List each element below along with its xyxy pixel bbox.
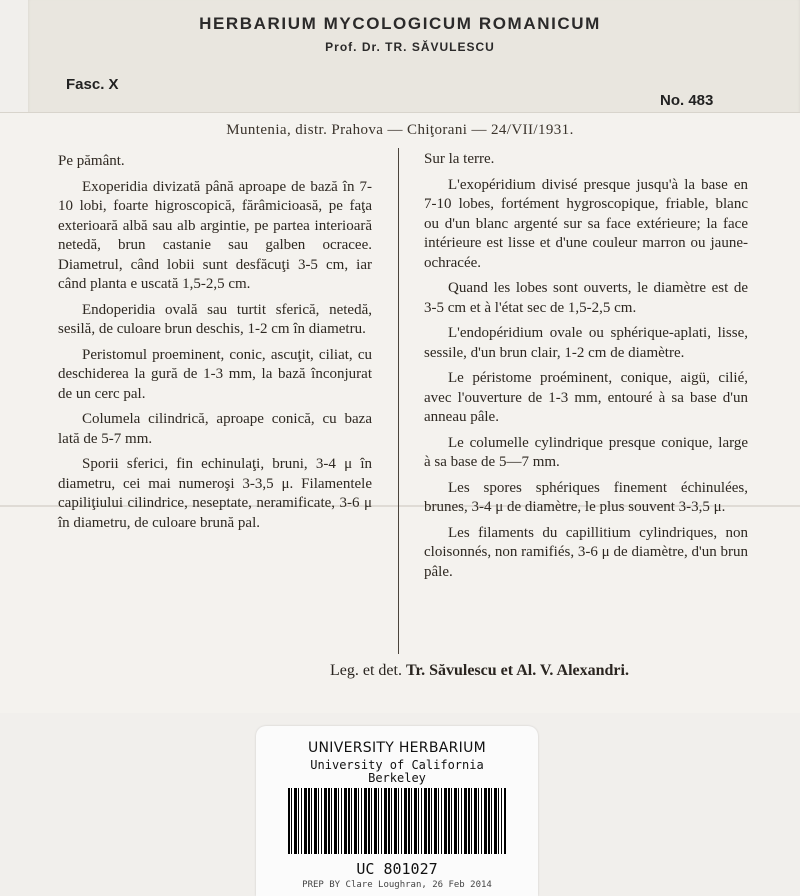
accession-code: UC 801027 xyxy=(356,860,438,878)
barcode xyxy=(288,788,506,854)
column-divider xyxy=(398,148,399,654)
french-paragraph: Quand les lobes sont ouverts, le diamètre est de 3-5 cm et à l'état sec de 1,5-2,5 cm. xyxy=(424,280,748,316)
university-herbarium-label xyxy=(256,726,538,896)
herbarium-label-city: Berkeley xyxy=(368,771,426,785)
romanian-paragraph: Sporii sferici, fin echinulaţi, bruni, 3-4 μ în diametru, cei mai numeroşi 3-3,5 μ. Filamentele capiliţiului cilindrice, neseptate, neramificate, 3-6 μ în diametru, de culoare brună pal. xyxy=(58,456,372,531)
collector-names: Tr. Săvulescu et Al. V. Alexandri. xyxy=(405,662,629,679)
fascicle-number: Fasc. X xyxy=(66,76,119,93)
french-description xyxy=(424,150,748,588)
herbarium-label-institution: University of California xyxy=(310,758,484,772)
romanian-paragraph: Exoperidia divizată până aproape de bază în 7-10 lobi, foarte higroscopică, fărâmicioasă, pe faţa exterioară albă sau alb argintie, pe partea interioară netedă, brun castanie sau galben ocracee. Diametrul, când lobii sunt desfăcuţi 3-5 cm, iar când planta e uscată 1,5-2,5 cm. xyxy=(58,178,372,292)
french-paragraph: Sur la terre. xyxy=(424,151,495,167)
prep-note: PREP BY Clare Loughran, 26 Feb 2014 xyxy=(302,880,492,890)
french-paragraph: L'endopéridium ovale ou sphérique-aplati, lisse, sessile, d'un brun clair, 1-2 cm de diamètre. xyxy=(424,325,748,361)
collector-line xyxy=(330,662,750,680)
french-paragraph: L'exopéridium divisé presque jusqu'à la base en 7-10 lobes, fortément hygroscopique, friable, blanc ou d'un blanc argenté sur sa face extérieure; la face intérieure est lisse et d'une couleur marron ou jaune-ochracée. xyxy=(424,176,748,271)
french-paragraph: Le péristome proéminent, conique, aigü, cilié, avec l'ouverture de 1-3 mm, entouré à sa base d'un anneau pâle. xyxy=(424,370,748,425)
french-paragraph: Les spores sphériques finement échinulées, brunes, 3-4 μ de diamètre, le plus souvent 3-3,5 μ. xyxy=(424,479,748,515)
collector-prefix: Leg. et det. xyxy=(330,662,402,679)
romanian-description xyxy=(58,152,372,539)
romanian-paragraph: Columela cilindrică, aproape conică, cu baza lată de 5-7 mm. xyxy=(58,411,372,447)
locality-line: Muntenia, distr. Prahova — Chiţorani — 24/VII/1931. xyxy=(226,122,574,138)
herbarium-title: HERBARIUM MYCOLOGICUM ROMANICUM xyxy=(199,14,601,33)
romanian-paragraph: Endoperidia ovală sau turtit sferică, netedă, sesilă, de culoare brun deschis, 1-2 cm în diametru. xyxy=(58,301,372,337)
herbarium-professor: Prof. Dr. TR. SĂVULESCU xyxy=(325,40,495,54)
romanian-paragraph: Pe pământ. xyxy=(58,153,125,169)
romanian-paragraph: Peristomul proeminent, conic, ascuţit, ciliat, cu deschiderea la gură de 1-3 mm, la bază înconjurat de un cerc pal. xyxy=(58,346,372,402)
french-paragraph: Les filaments du capillitium cylindriques, non cloisonnés, non ramifiés, 3-6 μ de diamètre, d'un brun pâle. xyxy=(424,524,748,580)
french-paragraph: Le columelle cylindrique presque conique, large à sa base de 5—7 mm. xyxy=(424,434,748,470)
herbarium-label-title: UNIVERSITY HERBARIUM xyxy=(307,740,487,756)
specimen-number: No. 483 xyxy=(660,92,714,109)
